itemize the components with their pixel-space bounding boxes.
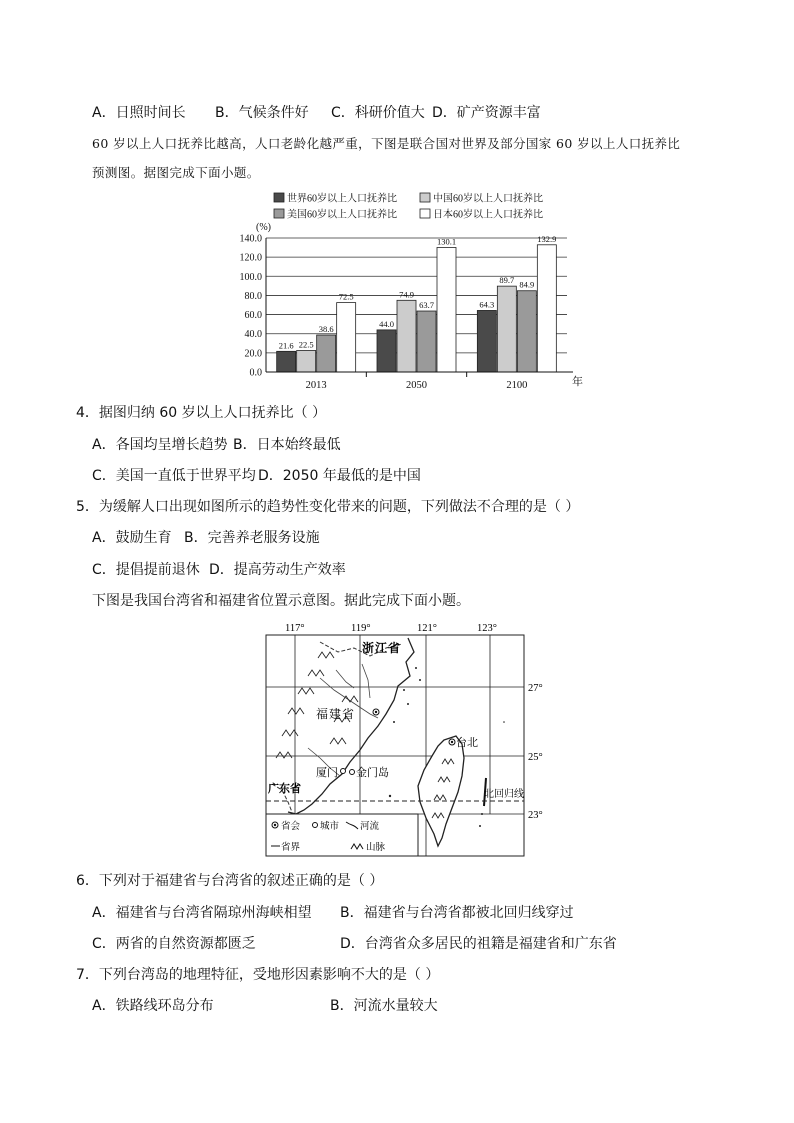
x-tick-2013: 2013: [305, 380, 327, 391]
taiwan-fujian-map: [258, 618, 558, 860]
lon-label-119: 119°: [351, 623, 371, 634]
q5-option-d: D．提高劳动生产效率: [209, 562, 346, 578]
label-guangdong: 广东省: [268, 783, 301, 795]
bar-2100-1: [497, 286, 516, 372]
legend-mountain-label: 山脉: [366, 843, 386, 853]
q5-stem: 5．为缓解人口出现如图所示的趋势性变化带来的问题，下列做法不合理的是（ ）: [76, 499, 580, 515]
bar-value-label-2013-1: 22.5: [298, 339, 314, 350]
legend-swatch-2: [274, 209, 284, 218]
x-axis-unit: 年: [572, 376, 583, 388]
q4-option-d: D．2050 年最低的是中国: [258, 468, 421, 484]
q3-option-b: B．气候条件好: [215, 105, 309, 121]
bar-value-label-2050-0: 44.0: [379, 318, 394, 329]
q6-options-row-2: [92, 935, 617, 953]
fujian-mountains-west: [276, 652, 334, 758]
q3-option-d: D．矿产资源丰富: [432, 105, 541, 121]
chart-plot: [240, 222, 584, 391]
bar-value-label-2050-3: 130.1: [436, 236, 457, 247]
bar-value-label-2013-2: 38.6: [318, 324, 334, 335]
lon-label-117: 117°: [285, 623, 305, 634]
lat-label-23: 23°: [528, 810, 543, 821]
map-intro: 下图是我国台湾省和福建省位置示意图。据此完成下面小题。: [92, 593, 470, 609]
bar-2100-0: [477, 310, 496, 372]
bar-2050-3: [437, 247, 456, 372]
bar-value-label-2050-1: 74.9: [399, 289, 414, 300]
y-tick-5: 100.0: [239, 271, 262, 283]
y-tick-3: 60.0: [244, 310, 262, 322]
label-tropic: 北回归线: [484, 789, 524, 800]
y-tick-6: 120.0: [239, 252, 262, 264]
x-tick-2050: 2050: [406, 380, 427, 391]
bar-2013-3: [337, 303, 356, 372]
taiwan-island: [418, 736, 464, 846]
y-tick-2: 40.0: [244, 329, 262, 341]
q5-option-c: C．提倡提前退休: [92, 562, 200, 578]
bar-2013-0: [277, 351, 296, 372]
bar-2100-2: [517, 291, 536, 372]
legend-label-0: 世界60岁以上人口抚养比: [287, 193, 397, 205]
y-tick-4: 80.0: [244, 290, 262, 302]
bar-value-label-2100-2: 84.9: [519, 279, 535, 290]
bar-value-label-2100-1: 89.7: [499, 275, 515, 286]
legend-label-1: 中国60岁以上人口抚养比: [433, 193, 543, 205]
q4-option-a: A．各国均呈增长趋势: [92, 437, 228, 453]
bar-value-label-2050-2: 63.7: [419, 300, 434, 311]
bar-2100-3: [537, 245, 556, 372]
q6-options-row-1: [92, 904, 574, 922]
xiamen-city-symbol: [341, 769, 346, 774]
legend-swatch-3: [420, 209, 430, 218]
legend-capital-dot: [274, 824, 276, 826]
y-tick-1: 20.0: [244, 348, 262, 360]
dependency-ratio-chart: [222, 188, 588, 398]
lon-label-121: 121°: [417, 623, 437, 634]
legend-label-2: 美国60岁以上人口抚养比: [287, 209, 397, 221]
q4-options-row-2: [92, 467, 421, 485]
y-tick-0: 0.0: [249, 367, 262, 379]
fuzhou-capital-dot: [375, 711, 377, 713]
q4-option-c: C．美国一直低于世界平均: [92, 468, 256, 484]
y-tick-7: 140.0: [239, 233, 262, 245]
q4-option-b: B．日本始终最低: [233, 437, 341, 453]
lat-label-25: 25°: [528, 752, 543, 763]
bar-2013-2: [317, 335, 336, 372]
q4-options-row-1: [92, 436, 341, 454]
chart-intro-line-1: 60 岁以上人口抚养比越高，人口老龄化越严重，下图是联合国对世界及部分国家 60 岁以上人口抚养比: [92, 136, 681, 151]
q7-option-b: B．河流水量较大: [330, 998, 438, 1014]
q3-option-c: C．科研价值大: [331, 105, 425, 121]
label-zhejiang: 浙江省: [362, 641, 402, 655]
q5-options-row-1: [92, 529, 320, 547]
legend-swatch-1: [420, 193, 430, 202]
legend-city-label: 城市: [320, 822, 340, 832]
lat-label-27: 27°: [528, 683, 543, 694]
q7-stem: 7．下列台湾岛的地理特征，受地形因素影响不大的是（ ）: [76, 967, 440, 983]
q6-option-c: C．两省的自然资源都匮乏: [92, 936, 256, 952]
jinmen-island-symbol: [350, 770, 355, 775]
label-xiamen: 厦门: [316, 767, 338, 779]
taibei-capital-dot: [451, 741, 453, 743]
bar-2013-1: [297, 350, 316, 372]
legend-label-3: 日本60岁以上人口抚养比: [433, 209, 543, 221]
bar-value-label-2100-3: 132.9: [537, 233, 557, 244]
legend-capital-label: 省会: [281, 822, 301, 832]
x-tick-2100: 2100: [506, 380, 528, 391]
q7-options-row-1: [92, 997, 438, 1015]
q5-option-b: B．完善养老服务设施: [184, 530, 320, 546]
q5-options-row-2: [92, 561, 346, 579]
label-jinmen: 金门岛: [356, 767, 389, 779]
bar-2050-0: [377, 330, 396, 372]
q4-stem: 4．据图归纳 60 岁以上人口抚养比（ ）: [76, 405, 327, 421]
legend-river-label: 河流: [360, 822, 380, 832]
y-axis-unit: (%): [256, 222, 271, 233]
q6-option-d: D．台湾省众多居民的祖籍是福建省和广东省: [340, 936, 617, 952]
legend-border-label: 省界: [281, 843, 301, 853]
bar-2050-1: [397, 300, 416, 372]
label-fujian: 福建省: [316, 707, 356, 721]
legend-city-symbol: [313, 823, 318, 828]
q6-stem: 6．下列对于福建省与台湾省的叙述正确的是（ ）: [76, 873, 384, 889]
bar-value-label-2100-0: 64.3: [479, 299, 495, 310]
label-taibei: 台北: [456, 737, 478, 749]
fujian-coastline: [288, 638, 414, 814]
q3-options: [92, 104, 541, 122]
lon-label-123: 123°: [477, 623, 497, 634]
bar-value-label-2013-0: 21.6: [278, 340, 294, 351]
bar-2050-2: [417, 311, 436, 372]
q7-option-a: A．铁路线环岛分布: [92, 998, 214, 1014]
q3-option-a: A．日照时间长: [92, 105, 186, 121]
legend-swatch-0: [274, 193, 284, 202]
q6-option-a: A．福建省与台湾省隔琼州海峡相望: [92, 905, 312, 921]
chart-legend: [274, 192, 543, 221]
q6-option-b: B．福建省与台湾省都被北回归线穿过: [340, 905, 574, 921]
bar-value-label-2013-3: 72.5: [338, 291, 354, 302]
q5-option-a: A．鼓励生育: [92, 530, 172, 546]
chart-intro-line-2: 预测图。据图完成下面小题。: [92, 165, 260, 180]
